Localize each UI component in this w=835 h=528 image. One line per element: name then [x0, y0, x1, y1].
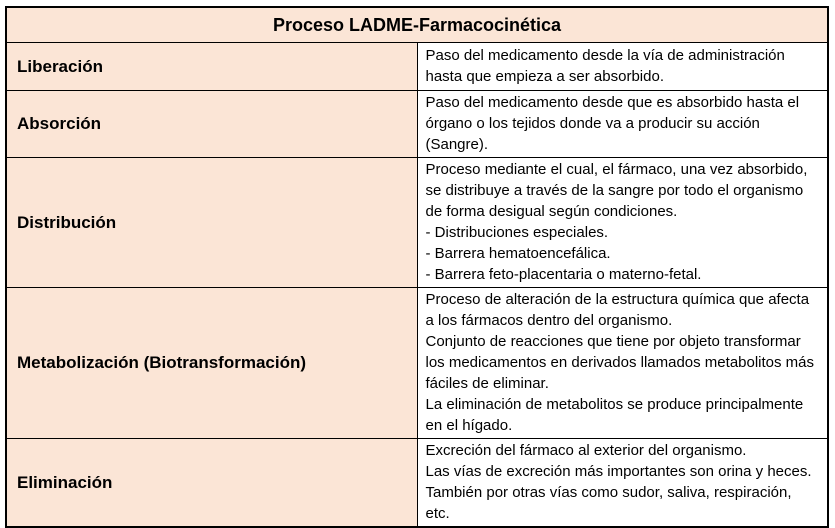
description-line: - Distribuciones especiales.: [425, 224, 609, 241]
table-row-absorcion: [6, 91, 828, 158]
description-line: Conjunto de reacciones que tiene por objeto transformar los medicamentos en derivados llamados metabolitos más fáciles de eliminar.: [425, 333, 815, 392]
description-line: Paso del medicamento desde que es absorbido hasta el órgano o los tejidos donde va a producir su acción (Sangre).: [425, 94, 800, 153]
desc-cell-liberacion: [417, 43, 828, 91]
header-row: [6, 7, 828, 43]
table-row-metabolizacion: [6, 288, 828, 439]
description-line: Proceso de alteración de la estructura química que afecta a los fármacos dentro del organismo.: [425, 291, 810, 329]
term-cell-liberacion: Liberación: [6, 43, 417, 91]
ladme-table: [5, 6, 829, 528]
desc-cell-distribucion: [417, 158, 828, 288]
term-cell-distribucion: Distribución: [6, 158, 417, 288]
desc-cell-eliminacion: [417, 439, 828, 528]
description-line: Las vías de excreción más importantes son orina y heces.: [425, 463, 812, 480]
ladme-table-container: [5, 6, 829, 528]
table-title: Proceso LADME-Farmacocinética: [6, 7, 828, 43]
table-row-distribucion: [6, 158, 828, 288]
term-cell-absorcion: Absorción: [6, 91, 417, 158]
desc-cell-absorcion: [417, 91, 828, 158]
desc-cell-metabolizacion: [417, 288, 828, 439]
description-line: También por otras vías como sudor, saliva, respiración, etc.: [425, 484, 792, 522]
table-row-liberacion: [6, 43, 828, 91]
term-cell-metabolizacion: Metabolización (Biotransformación): [6, 288, 417, 439]
term-cell-eliminacion: Eliminación: [6, 439, 417, 528]
description-line: La eliminación de metabolitos se produce principalmente en el hígado.: [425, 396, 804, 434]
description-line: - Barrera hematoencefálica.: [425, 245, 611, 262]
description-line: Proceso mediante el cual, el fármaco, una vez absorbido, se distribuye a través de la sangre por todo el organismo de forma desigual según condiciones.: [425, 161, 808, 220]
description-line: Paso del medicamento desde la vía de administración hasta que empieza a ser absorbido.: [425, 47, 785, 85]
description-line: - Barrera feto-placentaria o materno-fetal.: [425, 266, 702, 283]
table-row-eliminacion: [6, 439, 828, 528]
description-line: Excreción del fármaco al exterior del organismo.: [425, 442, 747, 459]
